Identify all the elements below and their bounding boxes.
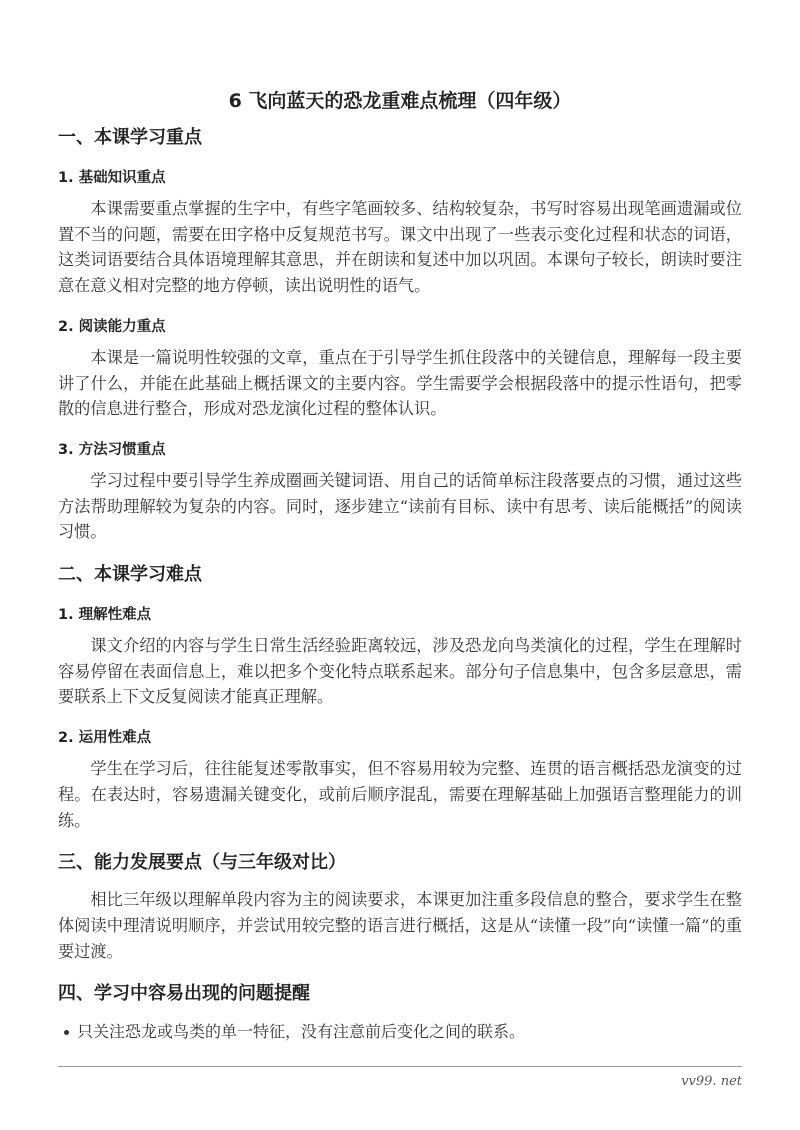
page-title: 6 飞向蓝天的恐龙重难点梳理（四年级） [228, 90, 572, 112]
subheading: 1. 理解性难点 [58, 607, 152, 624]
paragraph: 本课是一篇说明性较强的文章，重点在于引导学生抓住段落中的关键信息，理解每一段主要讲了什么，并能在此基础上概括课文的主要内容。学生需要学会根据段落中的提示性语句，把零散的信息进行整合，形成对恐龙演化过程的整体认识。 [58, 347, 742, 419]
section-heading: 四、学习中容易出现的问题提醒 [58, 983, 310, 1005]
section-reminders [58, 982, 742, 1044]
subheading: 1. 基础知识重点 [58, 170, 166, 186]
section-ability-development [58, 851, 742, 964]
footer-divider [58, 1066, 742, 1067]
bullet-icon [64, 1030, 69, 1035]
paragraph: 学生在学习后，往往能复述零散事实，但不容易用较为完整、连贯的语言概括恐龙演变的过程。在表达时，容易遗漏关键变化，或前后顺序混乱，需要在理解基础上加强语言整理能力的训练。 [58, 759, 742, 830]
bullet-text: 只关注恐龙或鸟类的单一特征，没有注意前后变化之间的联系。 [77, 1022, 526, 1042]
section-key-points [58, 126, 742, 545]
bullet-item [64, 1020, 742, 1044]
subheading: 2. 运用性难点 [58, 730, 152, 747]
section-heading: 一、本课学习重点 [58, 127, 202, 148]
section-heading: 三、能力发展要点（与三年级对比） [58, 852, 346, 874]
section-difficulties [58, 563, 742, 833]
paragraph: 学习过程中要引导学生养成圈画关键词语、用自己的话简单标注段落要点的习惯，通过这些方法帮助理解较为复杂的内容。同时，逐步建立“读前有目标、读中有思考、读后能概括”的阅读习惯。 [58, 470, 742, 542]
footer-text: vv99. net [681, 1074, 742, 1090]
subheading: 2. 阅读能力重点 [58, 318, 166, 335]
paragraph: 课文介绍的内容与学生日常生活经验距离较远，涉及恐龙向鸟类演化的过程，学生在理解时容易停留在表面信息上，难以把多个变化特点联系起来。部分句子信息集中，包含多层意思，需要联系上下文反复阅读才能真正理解。 [58, 636, 742, 707]
subheading: 3. 方法习惯重点 [58, 441, 166, 458]
paragraph: 本课需要重点掌握的生字中，有些字笔画较多、结构较复杂，书写时容易出现笔画遗漏或位置不当的问题，需要在田字格中反复规范书写。课文中出现了一些表示变化过程和状态的词语，这类词语要结合具体语境理解其意思，并在朗读和复述中加以巩固。本课句子较长，朗读时要注意在意义相对完整的地方停顿，读出说明性的语气。 [58, 199, 742, 296]
section-heading: 二、本课学习难点 [58, 564, 202, 586]
paragraph: 相比三年级以理解单段内容为主的阅读要求，本课更加注重多段信息的整合，要求学生在整体阅读中理清说明顺序，并尝试用较完整的语言进行概括，这是从“读懂一段”向“读懂一篇”的重要过渡。 [58, 890, 742, 961]
